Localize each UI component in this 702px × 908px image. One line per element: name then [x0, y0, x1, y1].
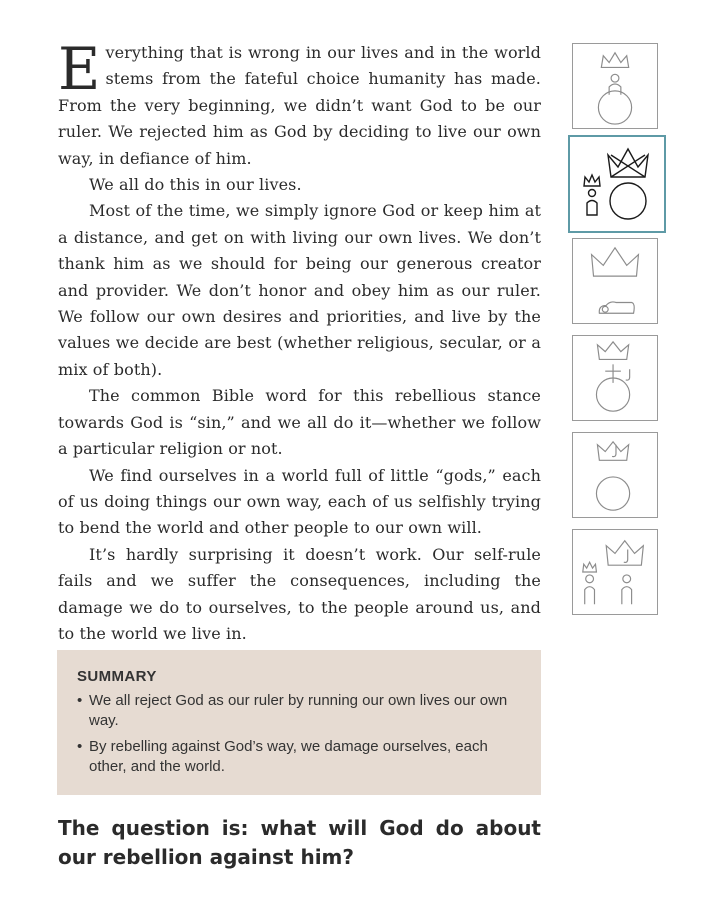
panel-4[interactable]: [572, 335, 658, 421]
bullet: •: [77, 738, 83, 755]
paragraph-5: We find ourselves in a world full of little “gods,” each of us doing things our own way, each of us selfishly trying to bend the world and other people to our own will.: [58, 465, 541, 538]
paragraph-1: [58, 35, 541, 172]
summary-item: [77, 737, 521, 777]
panel-5[interactable]: [572, 432, 658, 518]
crown-over-grave-icon: [573, 239, 657, 323]
crown-person-world-icon: [573, 44, 657, 128]
paragraph-1-text: verything that is wrong in our lives and in the world stems from the fateful choice humanity has made. From the very beginning, we didn’t want God to be our ruler. We rejected him as God by deciding to live our own way, in defiance of him.: [58, 43, 541, 168]
summary-item-text: By rebelling against God’s way, we damage ourselves, each other, and the world.: [89, 738, 488, 775]
summary-box: [57, 650, 541, 795]
panel-1[interactable]: [572, 43, 658, 129]
paragraph-2: We all do this in our lives.: [89, 175, 302, 195]
crown-people-icon: [573, 530, 657, 614]
closing-question: The question is: what will God do about our rebellion against him?: [58, 816, 541, 869]
crown-world-icon: [573, 433, 657, 517]
summary-item-text: We all reject God as our ruler by running our own lives our own way.: [89, 692, 508, 729]
summary-list: [77, 691, 521, 777]
article-body: [58, 35, 541, 647]
panel-6[interactable]: [572, 529, 658, 615]
summary-heading: SUMMARY: [77, 668, 157, 685]
panel-3[interactable]: [572, 238, 658, 324]
paragraph-4: The common Bible word for this rebellious stance towards God is “sin,” and we all do it—whether we follow a particular religion or not.: [58, 386, 541, 459]
drop-cap: E: [58, 35, 101, 103]
crown-cross-person-icon: [573, 336, 657, 420]
bullet: •: [77, 692, 83, 709]
summary-item: [77, 691, 521, 731]
panel-2[interactable]: [568, 135, 666, 233]
paragraph-3: Most of the time, we simply ignore God or keep him at a distance, and get on with living our own lives. We don’t thank him as we should for being our generous creator and provider. We don’t honor and obey him as our ruler. We follow our own desires and priorities, and live by the values we decide are best (whether religious, secular, or a mix of both).: [58, 201, 541, 379]
paragraph-6: It’s hardly surprising it doesn’t work. Our self-rule fails and we suffer the consequences, including the damage we do to ourselves, to the people around us, and to the world we live in.: [58, 544, 541, 643]
crossed-crown-person-icon: [570, 137, 664, 231]
